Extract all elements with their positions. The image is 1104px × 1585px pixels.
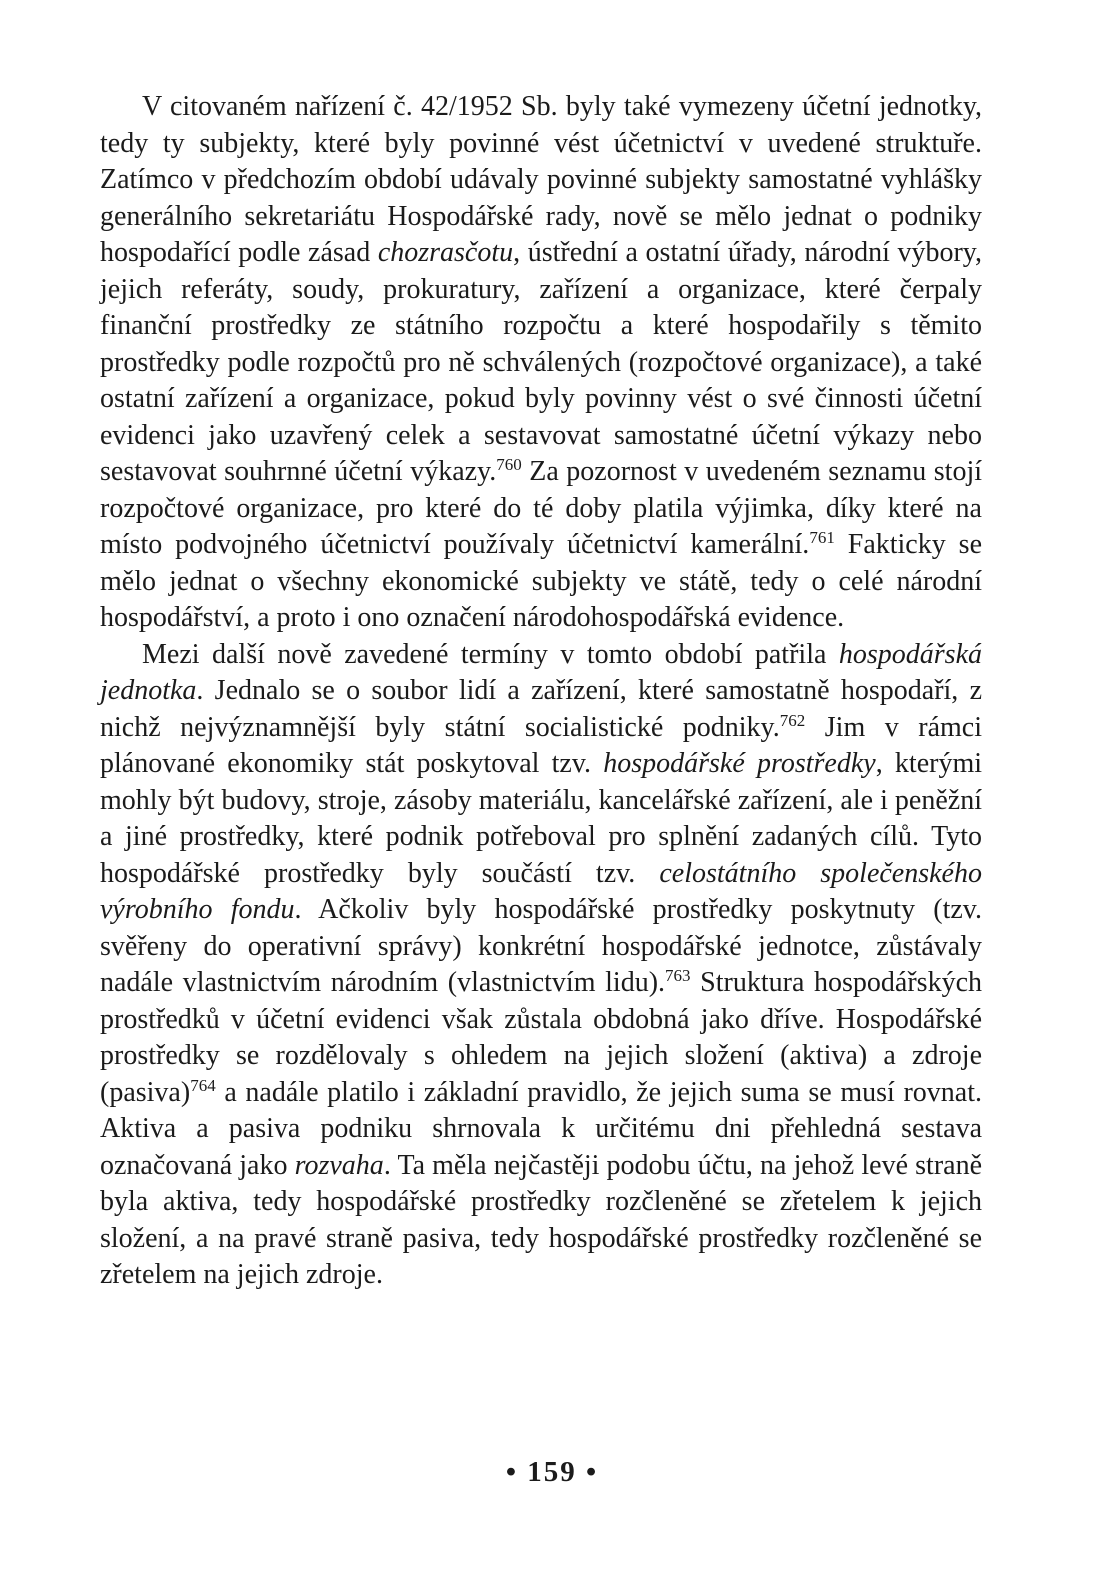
italic-term-hospodarske-prostredky: hospodářské prostředky [603,748,876,779]
text-run: , kterými mohly být budovy, stroje, zásoby materiálu, kancelářské zařízení, ale i peněžní a jiné prostředky, které podnik potřeboval pro splnění zadaných cílů. Tyto hospodářské prostředky byly součástí tzv. [100,748,982,889]
text-run: Jim v rámci plánované ekonomiky stát poskytoval tzv. [100,711,982,779]
text-run: Mezi další nově zavedené termíny v tomto období patřila [142,638,839,670]
footnote-ref-761: 761 [809,528,835,547]
page-number: • 159 • [505,1456,599,1488]
text-run: V citovaném nařízení č. 42/1952 Sb. byly také vymezeny účetní jednotky, tedy ty subjekty, které byly povinné vést účetnictví v uvedené struktuře. Zatímco v předchozím období udávaly povinné subjekty samostatné vyhlášky generálního sekretariátu Hospodářské rady, nově se mělo jednat o podniky hospodařící podle zásad [100,91,982,268]
text-run: Za pozornost v uvedeném seznamu stojí rozpočtové organizace, pro které do té doby platila výjimka, díky které na místo podvojného účetnictví používaly účetnictví kamerální. [100,456,982,560]
footnote-ref-764: 764 [190,1075,216,1095]
footnote-ref-760: 760 [496,455,522,474]
footnote-ref-762: 762 [779,710,806,730]
italic-term-hospodarska-jednotka: hospodářská jednotka [100,638,982,706]
text-run: . Ačkoliv byly hospodářské prostředky poskytnuty (tzv. svěřeny do operativní správy) konkrétní hospodářské jednotce, zůstávaly nadále vlastnictvím národním (vlastnictvím lidu). [100,894,982,998]
paragraph-2 [100,637,982,1294]
text-run: . Jednalo se o soubor lidí a zařízení, které samostatně hospodaří, z nichž nejvýznamnější byly státní socialistické podniky. [100,675,982,743]
paragraph-1 [100,89,982,637]
italic-term-chozrascotu: chozrasčotu [377,237,514,268]
text-run: , ústřední a ostatní úřady, národní výbory, jejich referáty, soudy, prokuratury, zařízení a organizace, které čerpaly finanční prostředky ze státního rozpočtu a které hospodařily s těmito prostředky podle rozpočtů pro ně schválených (rozpočtové organizace), a také ostatní zařízení a organizace, pokud byly povinny vést o své činnosti účetní evidenci jako uzavřený celek a sestavovat samostatné účetní výkazy nebo sestavovat souhrnné účetní výkazy. [100,237,982,487]
text-run: . Ta měla nejčastěji podobu účtu, na jehož levé straně byla aktiva, tedy hospodářské prostředky rozčleněné se zřetelem k jejich složení, a na pravé straně pasiva, tedy hospodářské prostředky rozčleněné se zřetelem na jejich zdroje. [100,1149,982,1290]
body-text [100,89,982,1294]
italic-term-vyrobniho-fondu: celostátního společenského výrobního fondu [100,857,982,925]
text-run: Fakticky se mělo jednat o všechny ekonomické subjekty ve státě, tedy o celé národní hospodářství, a proto i ono označení národohospodářská evidence. [100,529,983,633]
footnote-ref-763: 763 [665,966,691,985]
text-run: Struktura hospodářských prostředků v účetní evidenci však zůstala obdobná jako dříve. Hospodářské prostředky se rozdělovaly s ohledem na jejich složení (aktiva) a zdroje (pasiva) [100,967,983,1108]
page-footer [0,1456,1104,1489]
text-run: a nadále platilo i základní pravidlo, že jejich suma se musí rovnat. Aktiva a pasiva podniku shrnovala k určitému dni přehledná sestava označovaná jako [100,1076,982,1181]
italic-term-rozvaha: rozvaha [294,1149,384,1181]
